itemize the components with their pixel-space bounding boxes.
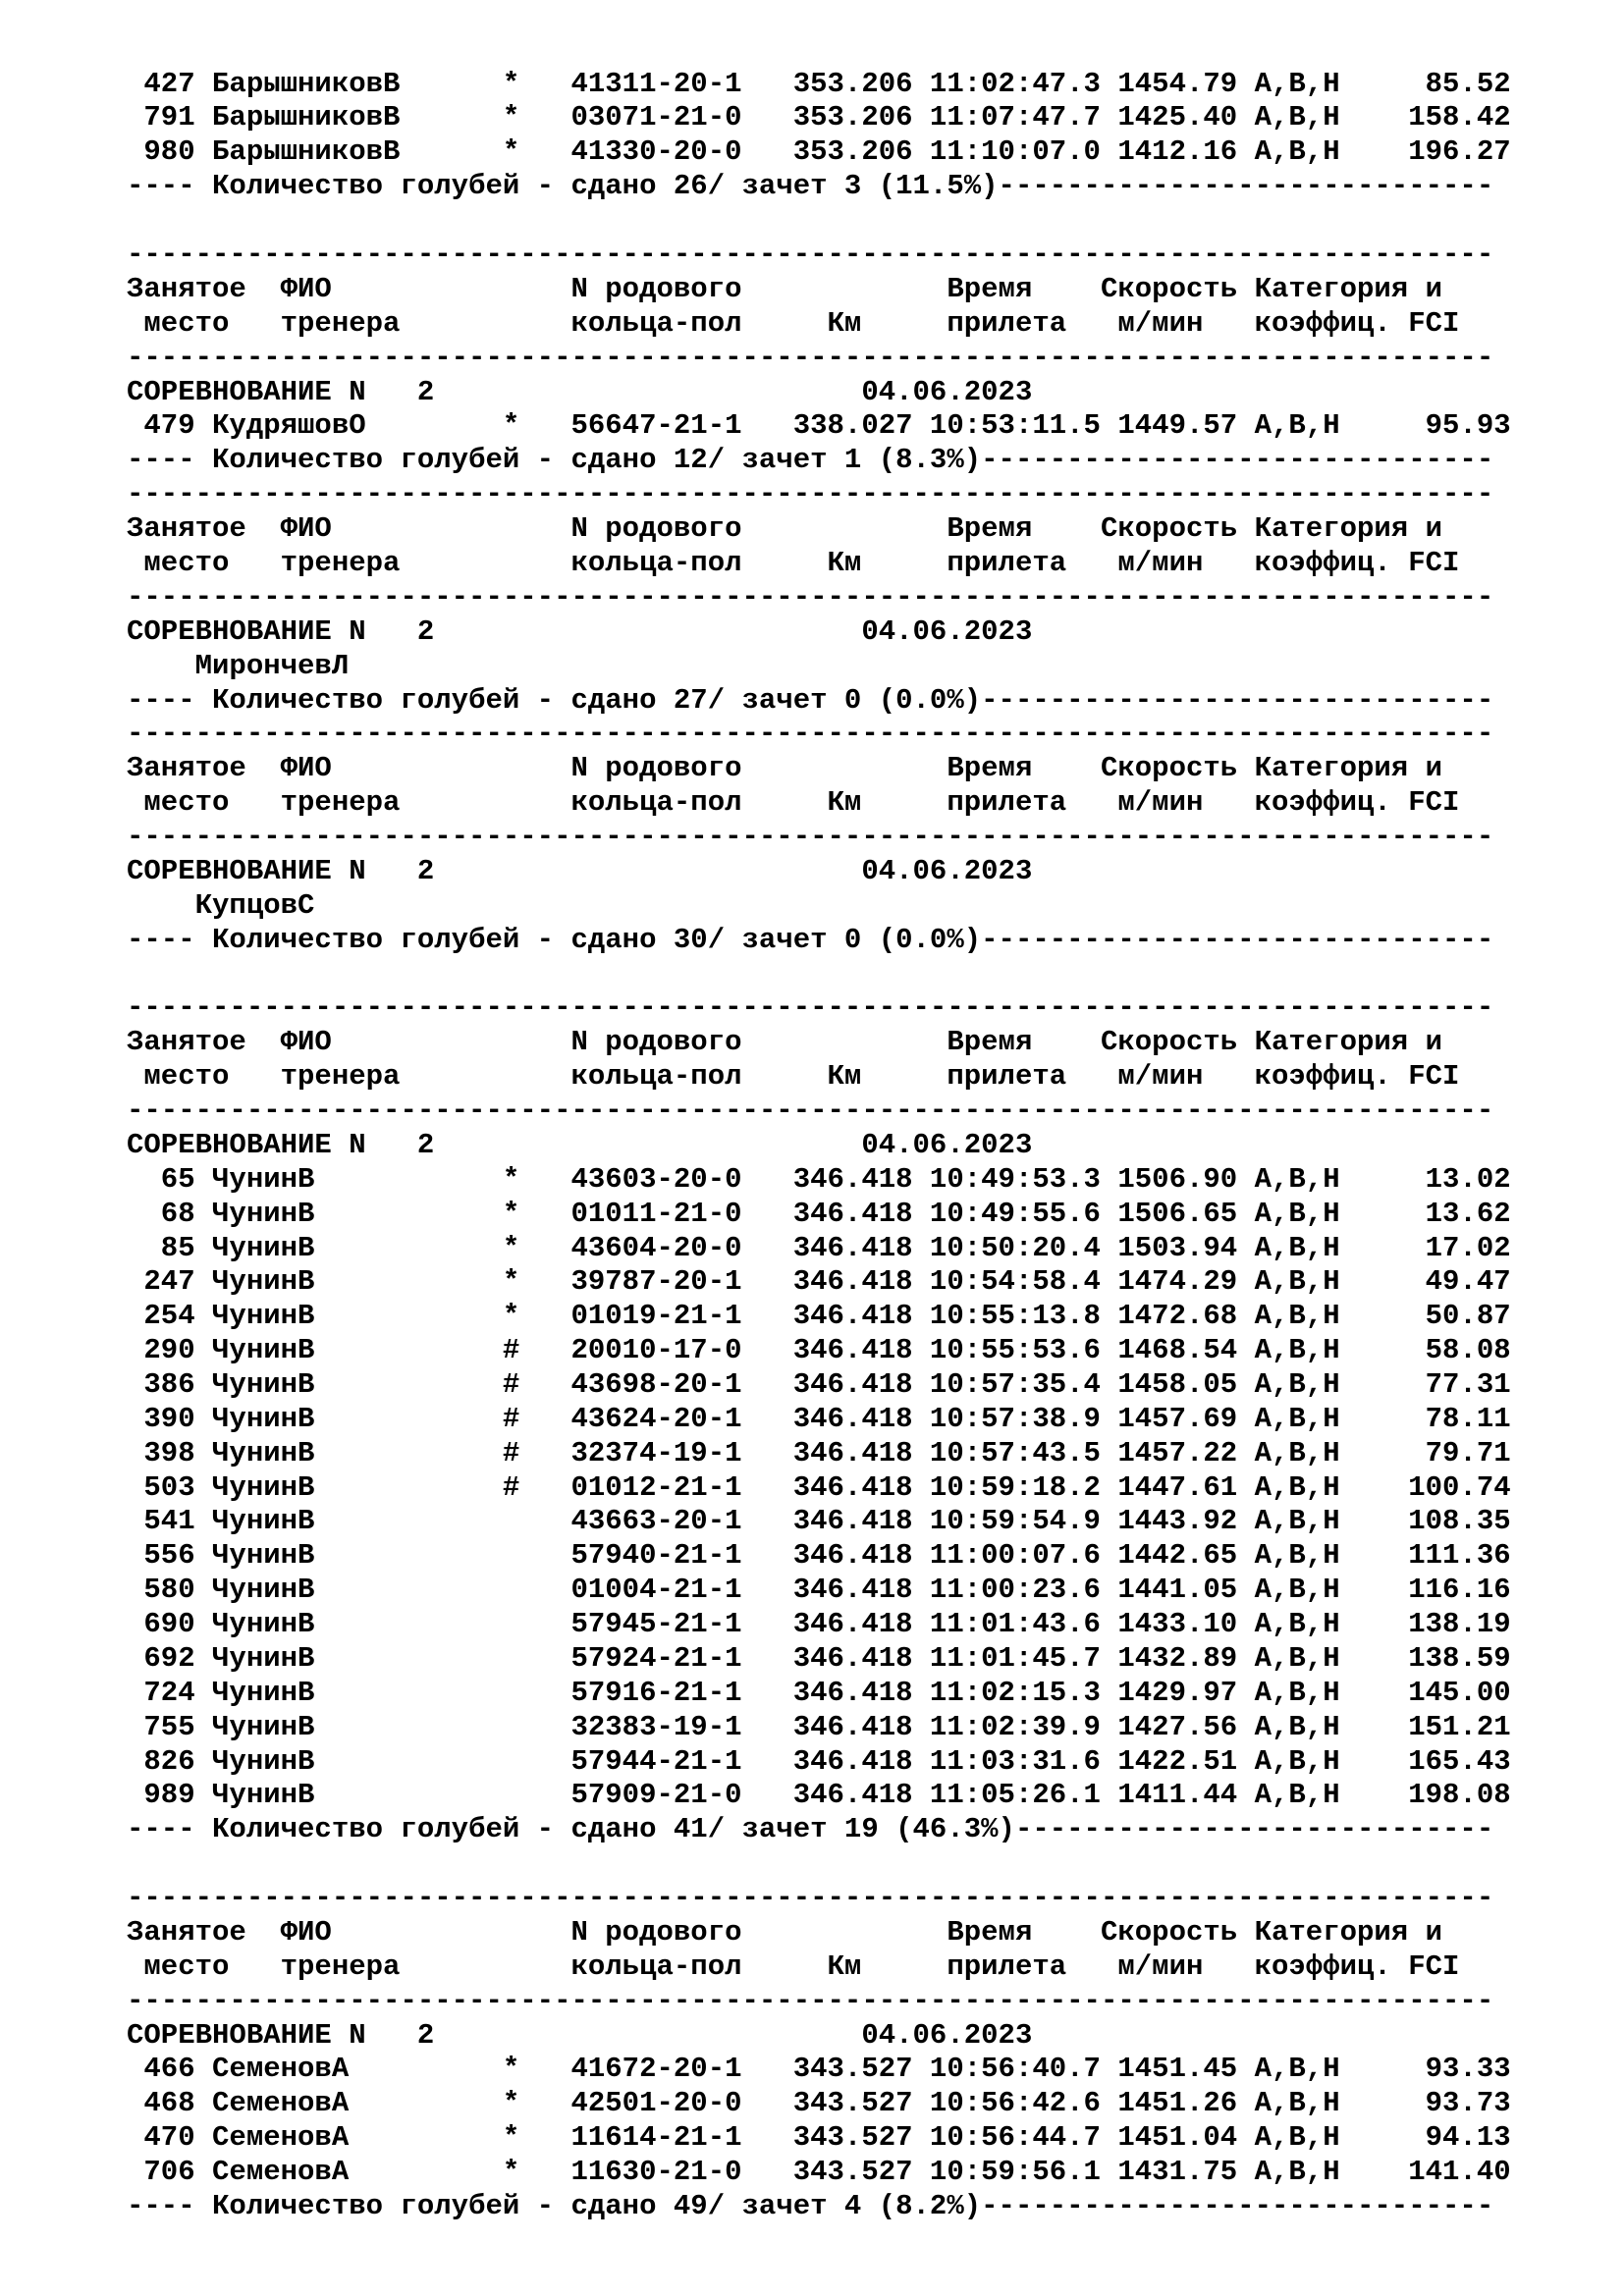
separator-line: -------------------------------------------------------------------------------- [127, 991, 1494, 1024]
result-row: 470 СеменовА * 11614-21-1 343.527 10:56:44.7 1451.04 А,В,Н 94.13 [127, 2121, 1511, 2154]
result-row: 386 ЧунинВ # 43698-20-1 346.418 10:57:35.4 1458.05 А,В,Н 77.31 [127, 1368, 1511, 1401]
result-row: 556 ЧунинВ 57940-21-1 346.418 11:00:07.6 1442.65 А,В,Н 111.36 [127, 1539, 1511, 1572]
separator-line: -------------------------------------------------------------------------------- [127, 581, 1494, 614]
result-row: 85 ЧунинВ * 43604-20-0 346.418 10:50:20.4 1503.94 А,В,Н 17.02 [127, 1232, 1511, 1264]
result-row: 479 КудряшовО * 56647-21-1 338.027 10:53:11.5 1449.57 А,В,Н 95.93 [127, 409, 1511, 442]
summary-line: ---- Количество голубей - сдано 26/ зачет 3 (11.5%)----------------------------- [127, 170, 1494, 202]
result-row: 247 ЧунинВ * 39787-20-1 346.418 10:54:58.4 1474.29 А,В,Н 49.47 [127, 1265, 1511, 1298]
summary-line: ---- Количество голубей - сдано 27/ зачет 0 (0.0%)------------------------------ [127, 684, 1494, 717]
separator-line: -------------------------------------------------------------------------------- [127, 1095, 1494, 1127]
result-row: 468 СеменовА * 42501-20-0 343.527 10:56:42.6 1451.26 А,В,Н 93.73 [127, 2087, 1511, 2119]
competition-header: СОРЕВНОВАНИЕ N 2 04.06.2023 [127, 855, 1033, 887]
separator-line: -------------------------------------------------------------------------------- [127, 1882, 1494, 1914]
result-row: 503 ЧунинВ # 01012-21-1 346.418 10:59:18.2 1447.61 А,В,Н 100.74 [127, 1471, 1511, 1504]
separator-line: -------------------------------------------------------------------------------- [127, 821, 1494, 853]
result-row: 989 ЧунинВ 57909-21-0 346.418 11:05:26.1 1411.44 А,В,Н 198.08 [127, 1779, 1511, 1811]
column-header-2: место тренера кольца-пол Км прилета м/мин коэффиц. FCI [127, 307, 1460, 340]
separator-line: -------------------------------------------------------------------------------- [127, 478, 1494, 510]
competition-header: СОРЕВНОВАНИЕ N 2 04.06.2023 [127, 376, 1033, 408]
result-row: 791 БарышниковВ * 03071-21-0 353.206 11:07:47.7 1425.40 А,В,Н 158.42 [127, 101, 1511, 133]
result-row: 427 БарышниковВ * 41311-20-1 353.206 11:02:47.3 1454.79 А,В,Н 85.52 [127, 68, 1511, 100]
result-row: 724 ЧунинВ 57916-21-1 346.418 11:02:15.3 1429.97 А,В,Н 145.00 [127, 1677, 1511, 1709]
result-row: 68 ЧунинВ * 01011-21-0 346.418 10:49:55.6 1506.65 А,В,Н 13.62 [127, 1198, 1511, 1230]
result-row: 580 ЧунинВ 01004-21-1 346.418 11:00:23.6 1441.05 А,В,Н 116.16 [127, 1574, 1511, 1606]
result-row: 290 ЧунинВ # 20010-17-0 346.418 10:55:53.6 1468.54 А,В,Н 58.08 [127, 1334, 1511, 1366]
result-row: 826 ЧунинВ 57944-21-1 346.418 11:03:31.6 1422.51 А,В,Н 165.43 [127, 1745, 1511, 1778]
result-row: 706 СеменовА * 11630-21-0 343.527 10:59:56.1 1431.75 А,В,Н 141.40 [127, 2156, 1511, 2188]
column-header-1: Занятое ФИО N родового Время Скорость Категория и [127, 1026, 1443, 1058]
result-row: 692 ЧунинВ 57924-21-1 346.418 11:01:45.7 1432.89 А,В,Н 138.59 [127, 1642, 1511, 1675]
column-header-1: Занятое ФИО N родового Время Скорость Категория и [127, 752, 1443, 784]
column-header-1: Занятое ФИО N родового Время Скорость Категория и [127, 1916, 1443, 1949]
result-row: 254 ЧунинВ * 01019-21-1 346.418 10:55:13.8 1472.68 А,В,Н 50.87 [127, 1300, 1511, 1332]
summary-line: ---- Количество голубей - сдано 12/ зачет 1 (8.3%)------------------------------ [127, 444, 1494, 476]
column-header-2: место тренера кольца-пол Км прилета м/мин коэффиц. FCI [127, 1060, 1460, 1093]
summary-line: ---- Количество голубей - сдано 30/ зачет 0 (0.0%)------------------------------ [127, 924, 1494, 956]
competition-header: СОРЕВНОВАНИЕ N 2 04.06.2023 [127, 2019, 1033, 2052]
summary-line: ---- Количество голубей - сдано 49/ зачет 4 (8.2%)------------------------------ [127, 2190, 1494, 2222]
result-row: 690 ЧунинВ 57945-21-1 346.418 11:01:43.6 1433.10 А,В,Н 138.19 [127, 1608, 1511, 1640]
result-row: 398 ЧунинВ # 32374-19-1 346.418 10:57:43.5 1457.22 А,В,Н 79.71 [127, 1437, 1511, 1469]
result-row: 65 ЧунинВ * 43603-20-0 346.418 10:49:53.3 1506.90 А,В,Н 13.02 [127, 1163, 1511, 1196]
separator-line: -------------------------------------------------------------------------------- [127, 342, 1494, 374]
column-header-1: Занятое ФИО N родового Время Скорость Категория и [127, 512, 1443, 545]
column-header-2: место тренера кольца-пол Км прилета м/мин коэффиц. FCI [127, 547, 1460, 579]
column-header-1: Занятое ФИО N родового Время Скорость Категория и [127, 273, 1443, 305]
competition-header: СОРЕВНОВАНИЕ N 2 04.06.2023 [127, 1129, 1033, 1161]
result-row: 980 БарышниковВ * 41330-20-0 353.206 11:10:07.0 1412.16 А,В,Н 196.27 [127, 135, 1511, 168]
competition-header: СОРЕВНОВАНИЕ N 2 04.06.2023 [127, 615, 1033, 648]
summary-line: ---- Количество голубей - сдано 41/ зачет 19 (46.3%)---------------------------- [127, 1813, 1494, 1845]
result-row: 466 СеменовА * 41672-20-1 343.527 10:56:40.7 1451.45 А,В,Н 93.33 [127, 2053, 1511, 2085]
column-header-2: место тренера кольца-пол Км прилета м/мин коэффиц. FCI [127, 1950, 1460, 1983]
trainer-name: КупцовС [127, 889, 315, 922]
column-header-2: место тренера кольца-пол Км прилета м/мин коэффиц. FCI [127, 786, 1460, 819]
separator-line: -------------------------------------------------------------------------------- [127, 1985, 1494, 2017]
result-row: 390 ЧунинВ # 43624-20-1 346.418 10:57:38.9 1457.69 А,В,Н 78.11 [127, 1403, 1511, 1435]
separator-line: -------------------------------------------------------------------------------- [127, 718, 1494, 750]
separator-line: -------------------------------------------------------------------------------- [127, 239, 1494, 271]
result-row: 541 ЧунинВ 43663-20-1 346.418 10:59:54.9 1443.92 А,В,Н 108.35 [127, 1505, 1511, 1537]
result-row: 755 ЧунинВ 32383-19-1 346.418 11:02:39.9 1427.56 А,В,Н 151.21 [127, 1711, 1511, 1743]
trainer-name: МирончевЛ [127, 650, 350, 682]
